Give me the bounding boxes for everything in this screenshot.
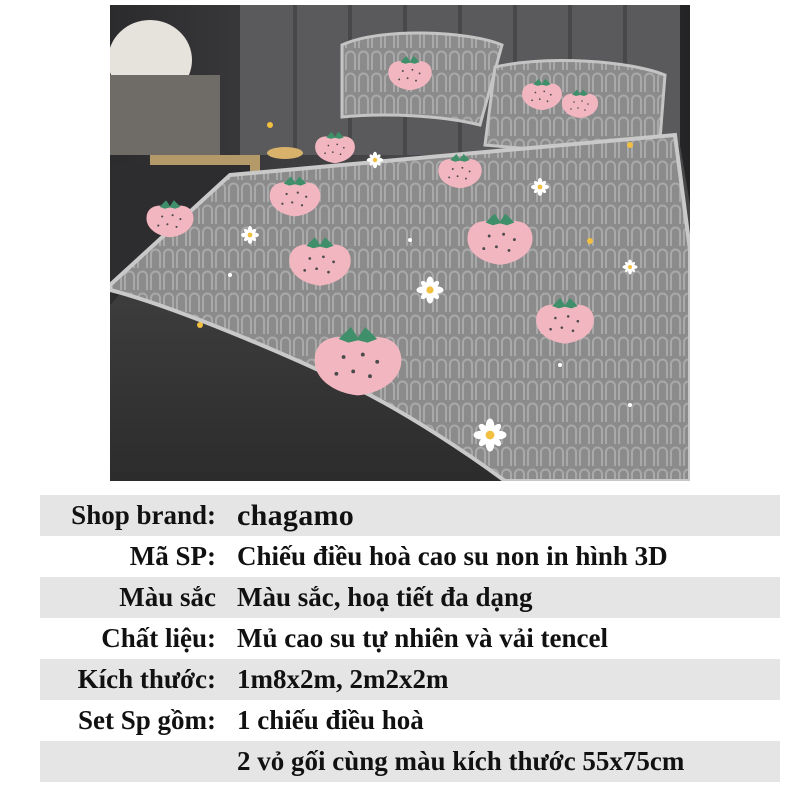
spec-label: Shop brand: — [40, 495, 216, 536]
spec-label — [40, 741, 216, 782]
spec-row-material — [40, 618, 780, 659]
spec-row-set-contents — [40, 700, 780, 741]
spec-value: 1 chiếu điều hoà — [237, 705, 424, 735]
spec-row-color — [40, 577, 780, 618]
spec-value: Chiếu điều hoà cao su non in hình 3D — [237, 541, 668, 571]
spec-row-set-contents-continued — [40, 741, 780, 782]
spec-row-product-code — [40, 536, 780, 577]
spec-label: Set Sp gồm: — [77, 705, 216, 735]
spec-row-brand — [40, 495, 780, 536]
spec-value: Mủ cao su tự nhiên và vải tencel — [237, 623, 608, 653]
spec-value: Màu sắc, hoạ tiết đa dạng — [237, 577, 780, 618]
spec-label: Chất liệu: — [101, 623, 216, 653]
spec-value: 2 vỏ gối cùng màu kích thước 55x75cm — [237, 741, 780, 782]
spec-label: Mã SP: — [129, 541, 216, 571]
spec-label: Màu sắc — [40, 577, 216, 618]
product-spec-table — [40, 495, 780, 782]
spec-value: chagamo — [237, 495, 780, 536]
spec-value: 1m8x2m, 2m2x2m — [237, 659, 780, 700]
spec-label: Kích thước: — [40, 659, 216, 700]
product-photo — [110, 5, 690, 481]
spec-row-size — [40, 659, 780, 700]
